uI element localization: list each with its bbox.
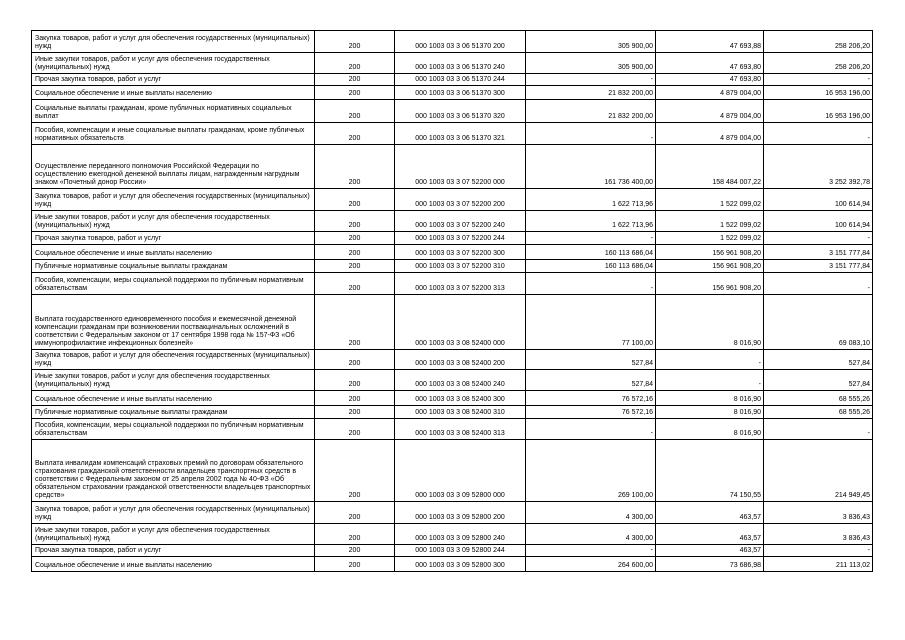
row-name: Иные закупки товаров, работ и услуг для обеспечения государственных (муниципальных) нужд: [32, 370, 315, 391]
budget-execution-table: [31, 30, 873, 572]
row-unexecuted-amount: 16 953 196,00: [764, 86, 873, 100]
row-unexecuted-amount: 3 836,43: [764, 524, 873, 545]
row-approved-amount: -: [526, 74, 656, 86]
row-executed-amount: 47 693,80: [656, 53, 764, 74]
row-executed-amount: 8 016,90: [656, 406, 764, 419]
row-unexecuted-amount: -: [764, 419, 873, 440]
row-line-code: 200: [315, 440, 395, 502]
row-executed-amount: 47 693,80: [656, 74, 764, 86]
row-line-code: 200: [315, 557, 395, 572]
row-approved-amount: 4 300,00: [526, 502, 656, 524]
table-row: [32, 273, 873, 295]
row-executed-amount: 156 961 908,20: [656, 273, 764, 295]
row-budget-code: 000 1003 03 3 07 52200 000: [395, 145, 526, 189]
row-unexecuted-amount: 214 949,45: [764, 440, 873, 502]
row-budget-code: 000 1003 03 3 08 52400 240: [395, 370, 526, 391]
row-line-code: 200: [315, 391, 395, 406]
row-executed-amount: 158 484 007,22: [656, 145, 764, 189]
row-line-code: 200: [315, 350, 395, 370]
row-unexecuted-amount: 68 555,26: [764, 406, 873, 419]
table-row: [32, 260, 873, 273]
row-executed-amount: 156 961 908,20: [656, 260, 764, 273]
row-executed-amount: -: [656, 370, 764, 391]
row-executed-amount: -: [656, 350, 764, 370]
table-row: [32, 74, 873, 86]
table-row: [32, 557, 873, 572]
row-name: Пособия, компенсации, меры социальной поддержки по публичным нормативным обязательствам: [32, 273, 315, 295]
row-budget-code: 000 1003 03 3 08 52400 300: [395, 391, 526, 406]
row-name: Закупка товаров, работ и услуг для обеспечения государственных (муниципальных) нужд: [32, 31, 315, 53]
row-name: Выплата инвалидам компенсаций страховых премий по договорам обязательного страхования гражданской ответственности владельцев транспортных средств в соответствии с Федеральным законом от 25 апреля 2002 года № 40-ФЗ «Об обязательном страховании гражданской ответственности владельцев транспортных средств»: [32, 440, 315, 502]
row-line-code: 200: [315, 31, 395, 53]
row-executed-amount: 73 686,98: [656, 557, 764, 572]
row-approved-amount: 527,84: [526, 350, 656, 370]
row-line-code: 200: [315, 295, 395, 350]
row-budget-code: 000 1003 03 3 07 52200 200: [395, 189, 526, 211]
row-executed-amount: 156 961 908,20: [656, 245, 764, 260]
row-executed-amount: 463,57: [656, 502, 764, 524]
table-row: [32, 502, 873, 524]
row-approved-amount: -: [526, 123, 656, 145]
row-budget-code: 000 1003 03 3 09 52800 200: [395, 502, 526, 524]
row-name: Прочая закупка товаров, работ и услуг: [32, 545, 315, 557]
row-approved-amount: 264 600,00: [526, 557, 656, 572]
row-budget-code: 000 1003 03 3 07 52200 244: [395, 232, 526, 245]
row-line-code: 200: [315, 406, 395, 419]
row-line-code: 200: [315, 273, 395, 295]
table-row: [32, 211, 873, 232]
row-executed-amount: 463,57: [656, 545, 764, 557]
row-name: Выплата государственного единовременного пособия и ежемесячной денежной компенсации гражданам при возникновении поствакцинальных осложнений в соответствии с Федеральным законом от 17 сентября 1998 года № 157-ФЗ «Об иммунопрофилактике инфекционных болезней»: [32, 295, 315, 350]
row-executed-amount: 463,57: [656, 524, 764, 545]
row-budget-code: 000 1003 03 3 06 51370 244: [395, 74, 526, 86]
row-budget-code: 000 1003 03 3 07 52200 300: [395, 245, 526, 260]
row-approved-amount: 21 832 200,00: [526, 86, 656, 100]
row-name: Прочая закупка товаров, работ и услуг: [32, 232, 315, 245]
row-name: Иные закупки товаров, работ и услуг для обеспечения государственных (муниципальных) нужд: [32, 211, 315, 232]
table-row: [32, 31, 873, 53]
table-row: [32, 440, 873, 502]
row-approved-amount: 21 832 200,00: [526, 100, 656, 123]
row-approved-amount: -: [526, 273, 656, 295]
row-executed-amount: 1 522 099,02: [656, 211, 764, 232]
row-budget-code: 000 1003 03 3 09 52800 244: [395, 545, 526, 557]
table-row: [32, 545, 873, 557]
row-name: Публичные нормативные социальные выплаты гражданам: [32, 406, 315, 419]
table-row: [32, 53, 873, 74]
row-executed-amount: 8 016,90: [656, 391, 764, 406]
row-name: Социальное обеспечение и иные выплаты населению: [32, 86, 315, 100]
table-body: [32, 31, 873, 572]
row-line-code: 200: [315, 53, 395, 74]
row-approved-amount: -: [526, 232, 656, 245]
row-approved-amount: -: [526, 419, 656, 440]
row-unexecuted-amount: 69 083,10: [764, 295, 873, 350]
row-unexecuted-amount: -: [764, 273, 873, 295]
row-executed-amount: 8 016,90: [656, 419, 764, 440]
row-approved-amount: -: [526, 545, 656, 557]
row-executed-amount: 4 879 004,00: [656, 86, 764, 100]
row-unexecuted-amount: 100 614,94: [764, 189, 873, 211]
row-line-code: 200: [315, 145, 395, 189]
row-name: Пособия, компенсации и иные социальные выплаты гражданам, кроме публичных нормативных обязательств: [32, 123, 315, 145]
row-name: Прочая закупка товаров, работ и услуг: [32, 74, 315, 86]
row-executed-amount: 1 522 099,02: [656, 189, 764, 211]
row-name: Иные закупки товаров, работ и услуг для обеспечения государственных (муниципальных) нужд: [32, 53, 315, 74]
row-unexecuted-amount: 3 151 777,84: [764, 260, 873, 273]
row-line-code: 200: [315, 232, 395, 245]
table-row: [32, 189, 873, 211]
row-approved-amount: 161 736 400,00: [526, 145, 656, 189]
row-name: Социальное обеспечение и иные выплаты населению: [32, 557, 315, 572]
row-line-code: 200: [315, 123, 395, 145]
row-unexecuted-amount: 258 206,20: [764, 31, 873, 53]
row-budget-code: 000 1003 03 3 09 52800 240: [395, 524, 526, 545]
row-name: Социальное обеспечение и иные выплаты населению: [32, 391, 315, 406]
row-line-code: 200: [315, 211, 395, 232]
row-unexecuted-amount: -: [764, 123, 873, 145]
row-approved-amount: 1 622 713,96: [526, 189, 656, 211]
row-unexecuted-amount: 258 206,20: [764, 53, 873, 74]
row-unexecuted-amount: -: [764, 545, 873, 557]
row-line-code: 200: [315, 189, 395, 211]
table-row: [32, 370, 873, 391]
row-name: Закупка товаров, работ и услуг для обеспечения государственных (муниципальных) нужд: [32, 189, 315, 211]
table-row: [32, 100, 873, 123]
table-row: [32, 232, 873, 245]
row-executed-amount: 4 879 004,00: [656, 100, 764, 123]
row-budget-code: 000 1003 03 3 07 52200 310: [395, 260, 526, 273]
row-approved-amount: 305 900,00: [526, 53, 656, 74]
row-executed-amount: 4 879 004,00: [656, 123, 764, 145]
row-name: Социальное обеспечение и иные выплаты населению: [32, 245, 315, 260]
row-name: Иные закупки товаров, работ и услуг для обеспечения государственных (муниципальных) нужд: [32, 524, 315, 545]
row-approved-amount: 527,84: [526, 370, 656, 391]
row-unexecuted-amount: -: [764, 232, 873, 245]
row-budget-code: 000 1003 03 3 08 52400 310: [395, 406, 526, 419]
row-budget-code: 000 1003 03 3 06 51370 200: [395, 31, 526, 53]
table-row: [32, 406, 873, 419]
table-row: [32, 123, 873, 145]
row-budget-code: 000 1003 03 3 06 51370 300: [395, 86, 526, 100]
row-approved-amount: 4 300,00: [526, 524, 656, 545]
table-row: [32, 419, 873, 440]
row-line-code: 200: [315, 100, 395, 123]
row-executed-amount: 8 016,90: [656, 295, 764, 350]
row-budget-code: 000 1003 03 3 09 52800 300: [395, 557, 526, 572]
row-budget-code: 000 1003 03 3 07 52200 313: [395, 273, 526, 295]
row-unexecuted-amount: 100 614,94: [764, 211, 873, 232]
row-approved-amount: 269 100,00: [526, 440, 656, 502]
row-approved-amount: 1 622 713,96: [526, 211, 656, 232]
table-row: [32, 350, 873, 370]
row-line-code: 200: [315, 74, 395, 86]
table-row: [32, 86, 873, 100]
row-name: Закупка товаров, работ и услуг для обеспечения государственных (муниципальных) нужд: [32, 502, 315, 524]
row-line-code: 200: [315, 524, 395, 545]
row-approved-amount: 160 113 686,04: [526, 260, 656, 273]
table-row: [32, 391, 873, 406]
row-unexecuted-amount: 16 953 196,00: [764, 100, 873, 123]
row-approved-amount: 76 572,16: [526, 406, 656, 419]
row-line-code: 200: [315, 245, 395, 260]
row-executed-amount: 47 693,88: [656, 31, 764, 53]
row-line-code: 200: [315, 419, 395, 440]
row-line-code: 200: [315, 545, 395, 557]
row-unexecuted-amount: 211 113,02: [764, 557, 873, 572]
table-row: [32, 524, 873, 545]
row-unexecuted-amount: 3 836,43: [764, 502, 873, 524]
row-budget-code: 000 1003 03 3 08 52400 000: [395, 295, 526, 350]
row-unexecuted-amount: -: [764, 74, 873, 86]
row-line-code: 200: [315, 502, 395, 524]
row-approved-amount: 77 100,00: [526, 295, 656, 350]
row-name: Социальные выплаты гражданам, кроме публичных нормативных социальных выплат: [32, 100, 315, 123]
row-budget-code: 000 1003 03 3 08 52400 200: [395, 350, 526, 370]
table-row: [32, 145, 873, 189]
row-name: Публичные нормативные социальные выплаты гражданам: [32, 260, 315, 273]
row-unexecuted-amount: 527,84: [764, 370, 873, 391]
row-line-code: 200: [315, 370, 395, 391]
row-budget-code: 000 1003 03 3 09 52800 000: [395, 440, 526, 502]
row-line-code: 200: [315, 86, 395, 100]
row-name: Закупка товаров, работ и услуг для обеспечения государственных (муниципальных) нужд: [32, 350, 315, 370]
row-unexecuted-amount: 68 555,26: [764, 391, 873, 406]
row-budget-code: 000 1003 03 3 07 52200 240: [395, 211, 526, 232]
row-unexecuted-amount: 3 252 392,78: [764, 145, 873, 189]
row-unexecuted-amount: 527,84: [764, 350, 873, 370]
row-executed-amount: 1 522 099,02: [656, 232, 764, 245]
row-executed-amount: 74 150,55: [656, 440, 764, 502]
row-budget-code: 000 1003 03 3 08 52400 313: [395, 419, 526, 440]
row-approved-amount: 305 900,00: [526, 31, 656, 53]
table-row: [32, 295, 873, 350]
row-budget-code: 000 1003 03 3 06 51370 240: [395, 53, 526, 74]
row-approved-amount: 160 113 686,04: [526, 245, 656, 260]
table-row: [32, 245, 873, 260]
row-line-code: 200: [315, 260, 395, 273]
row-approved-amount: 76 572,16: [526, 391, 656, 406]
row-unexecuted-amount: 3 151 777,84: [764, 245, 873, 260]
row-name: Осуществление переданного полномочия Российской Федерации по осуществлению ежегодной денежной выплаты лицам, награжденным нагрудным знаком «Почетный донор России»: [32, 145, 315, 189]
row-budget-code: 000 1003 03 3 06 51370 321: [395, 123, 526, 145]
row-budget-code: 000 1003 03 3 06 51370 320: [395, 100, 526, 123]
row-name: Пособия, компенсации, меры социальной поддержки по публичным нормативным обязательствам: [32, 419, 315, 440]
